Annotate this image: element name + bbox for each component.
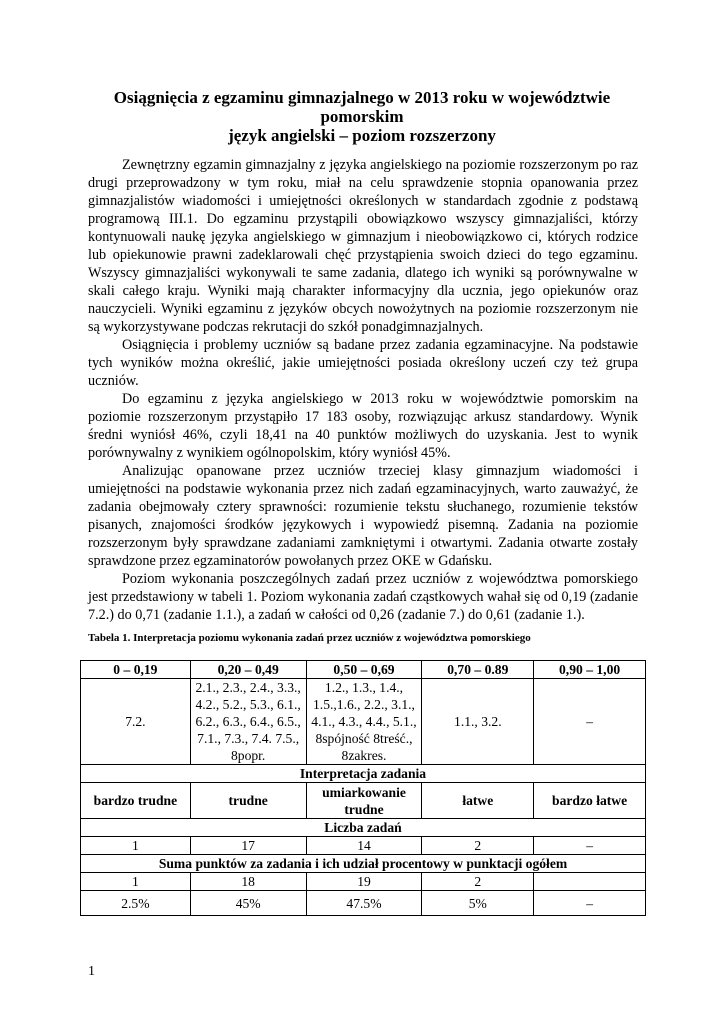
- table-row: [81, 891, 646, 916]
- count-cell: –: [534, 837, 646, 855]
- count-header: Liczba zadań: [81, 819, 646, 837]
- document-title: [90, 88, 634, 145]
- table-row: [81, 765, 646, 783]
- count-cell: 14: [306, 837, 422, 855]
- points-cell: 18: [190, 873, 306, 891]
- interpretation-cell: umiarkowanie trudne: [306, 783, 422, 819]
- percent-cell: –: [534, 891, 646, 916]
- title-line-3: język angielski – poziom rozszerzony: [228, 126, 496, 145]
- count-cell: 2: [422, 837, 534, 855]
- document-body: [88, 156, 638, 624]
- percent-cell: 5%: [422, 891, 534, 916]
- range-header: 0,70 – 0.89: [422, 661, 534, 679]
- points-cell: 1: [81, 873, 191, 891]
- page-number: 1: [88, 964, 95, 979]
- table-row: [81, 661, 646, 679]
- interpretation-cell: trudne: [190, 783, 306, 819]
- paragraph: Poziom wykonania poszczególnych zadań przez uczniów z województwa pomorskiego jest przedstawiony w tabeli 1. Poziom wykonania zadań cząstkowych wahał się od 0,19 (zadanie 7.2.) do 0,71 (zadanie 1.1.), a zadań w całości od 0,26 (zadanie 7.) do 0,61 (zadanie 1.).: [88, 571, 638, 623]
- range-header: 0,50 – 0,69: [306, 661, 422, 679]
- paragraph: Analizując opanowane przez uczniów trzeciej klasy gimnazjum wiadomości i umiejętności na podstawie wykonania przez nich zadań egzaminacyjnych, warto zauważyć, że zadania obejmowały cztery sprawności: rozumienie tekstu słuchanego, rozumienie tekstów pisanych, znajomości środków językowych i wypowiedź pisemną. Zadania na poziomie rozszerzonym były sprawdzane zadaniami zamkniętymi i otwartymi. Zadania otwarte zostały sprawdzone przez egzaminatorów powołanych przez OKE w Gdańsku.: [88, 463, 638, 569]
- tasks-cell: 1.1., 3.2.: [422, 679, 534, 765]
- tasks-cell: –: [534, 679, 646, 765]
- points-header: Suma punktów za zadania i ich udział procentowy w punktacji ogółem: [81, 855, 646, 873]
- tasks-cell: 7.2.: [81, 679, 191, 765]
- paragraph: Do egzaminu z języka angielskiego w 2013 roku w województwie pomorskim na poziomie rozszerzonym przystąpiło 17 183 osoby, rozwiązując arkusz standardowy. Wynik średni wyniósł 46%, czyli 18,41 na 40 punktów możliwych do uzyskania. Jest to wynik porównywalny z wynikiem ogólnopolskim, który wyniósł 45%.: [88, 391, 638, 461]
- table-row: [81, 837, 646, 855]
- table-row: [81, 783, 646, 819]
- paragraph: Zewnętrzny egzamin gimnazjalny z języka angielskiego na poziomie rozszerzonym po raz drugi przeprowadzony w tym roku, miał na celu sprawdzenie stopnia opanowania przez gimnazjalistów wiadomości i umiejętności określonych w standardach zgodnie z podstawą programową III.1. Do egzaminu przystąpili obowiązkowo wszyscy gimnazjaliści, którzy kontynuowali naukę języka angielskiego w gimnazjum i nieobowiązkowo ci, których rodzice lub opiekunowie prawni zadeklarowali chęć przystąpienia swoich dzieci do tego egzaminu. Wszyscy gimnazjaliści wykonywali te same zadania, dlatego ich wyniki są porównywalne w skali całego kraju. Wyniki mają charakter informacyjny dla ucznia, jego opiekunów oraz nauczycieli. Wyniki egzaminu z języków obcych nowożytnych na poziomie rozszerzonym nie są wykorzystywane podczas rekrutacji do szkół ponadgimnazjalnych.: [88, 157, 638, 335]
- title-line-1: Osiągnięcia z egzaminu gimnazjalnego w 2013 roku w województwie: [113, 88, 611, 107]
- count-cell: 1: [81, 837, 191, 855]
- results-table: [80, 660, 646, 916]
- range-header: 0,20 – 0,49: [190, 661, 306, 679]
- points-cell: [534, 873, 646, 891]
- percent-cell: 2.5%: [81, 891, 191, 916]
- percent-cell: 45%: [190, 891, 306, 916]
- interpretation-header: Interpretacja zadania: [81, 765, 646, 783]
- points-cell: 2: [422, 873, 534, 891]
- tasks-cell: 1.2., 1.3., 1.4., 1.5.,1.6., 2.2., 3.1., 4.1., 4.3., 4.4., 5.1., 8spójność 8treść., 8zakres.: [306, 679, 422, 765]
- interpretation-cell: bardzo łatwe: [534, 783, 646, 819]
- percent-cell: 47.5%: [306, 891, 422, 916]
- tasks-cell: 2.1., 2.3., 2.4., 3.3., 4.2., 5.2., 5.3., 6.1., 6.2., 6.3., 6.4., 6.5., 7.1., 7.3., 7.4. 7.5., 8popr.: [190, 679, 306, 765]
- range-header: 0 – 0,19: [81, 661, 191, 679]
- table-row: [81, 873, 646, 891]
- count-cell: 17: [190, 837, 306, 855]
- points-cell: 19: [306, 873, 422, 891]
- table-row: [81, 855, 646, 873]
- table-row: [81, 679, 646, 765]
- interpretation-cell: bardzo trudne: [81, 783, 191, 819]
- table-row: [81, 819, 646, 837]
- paragraph: Osiągnięcia i problemy uczniów są badane przez zadania egzaminacyjne. Na podstawie tych wyników można określić, jakie umiejętności posiada określony uczeń czy też grupa uczniów.: [88, 337, 638, 389]
- range-header: 0,90 – 1,00: [534, 661, 646, 679]
- title-line-2: pomorskim: [320, 107, 404, 126]
- table-caption: Tabela 1. Interpretacja poziomu wykonania zadań przez uczniów z województwa pomorskiego: [88, 632, 531, 644]
- interpretation-cell: łatwe: [422, 783, 534, 819]
